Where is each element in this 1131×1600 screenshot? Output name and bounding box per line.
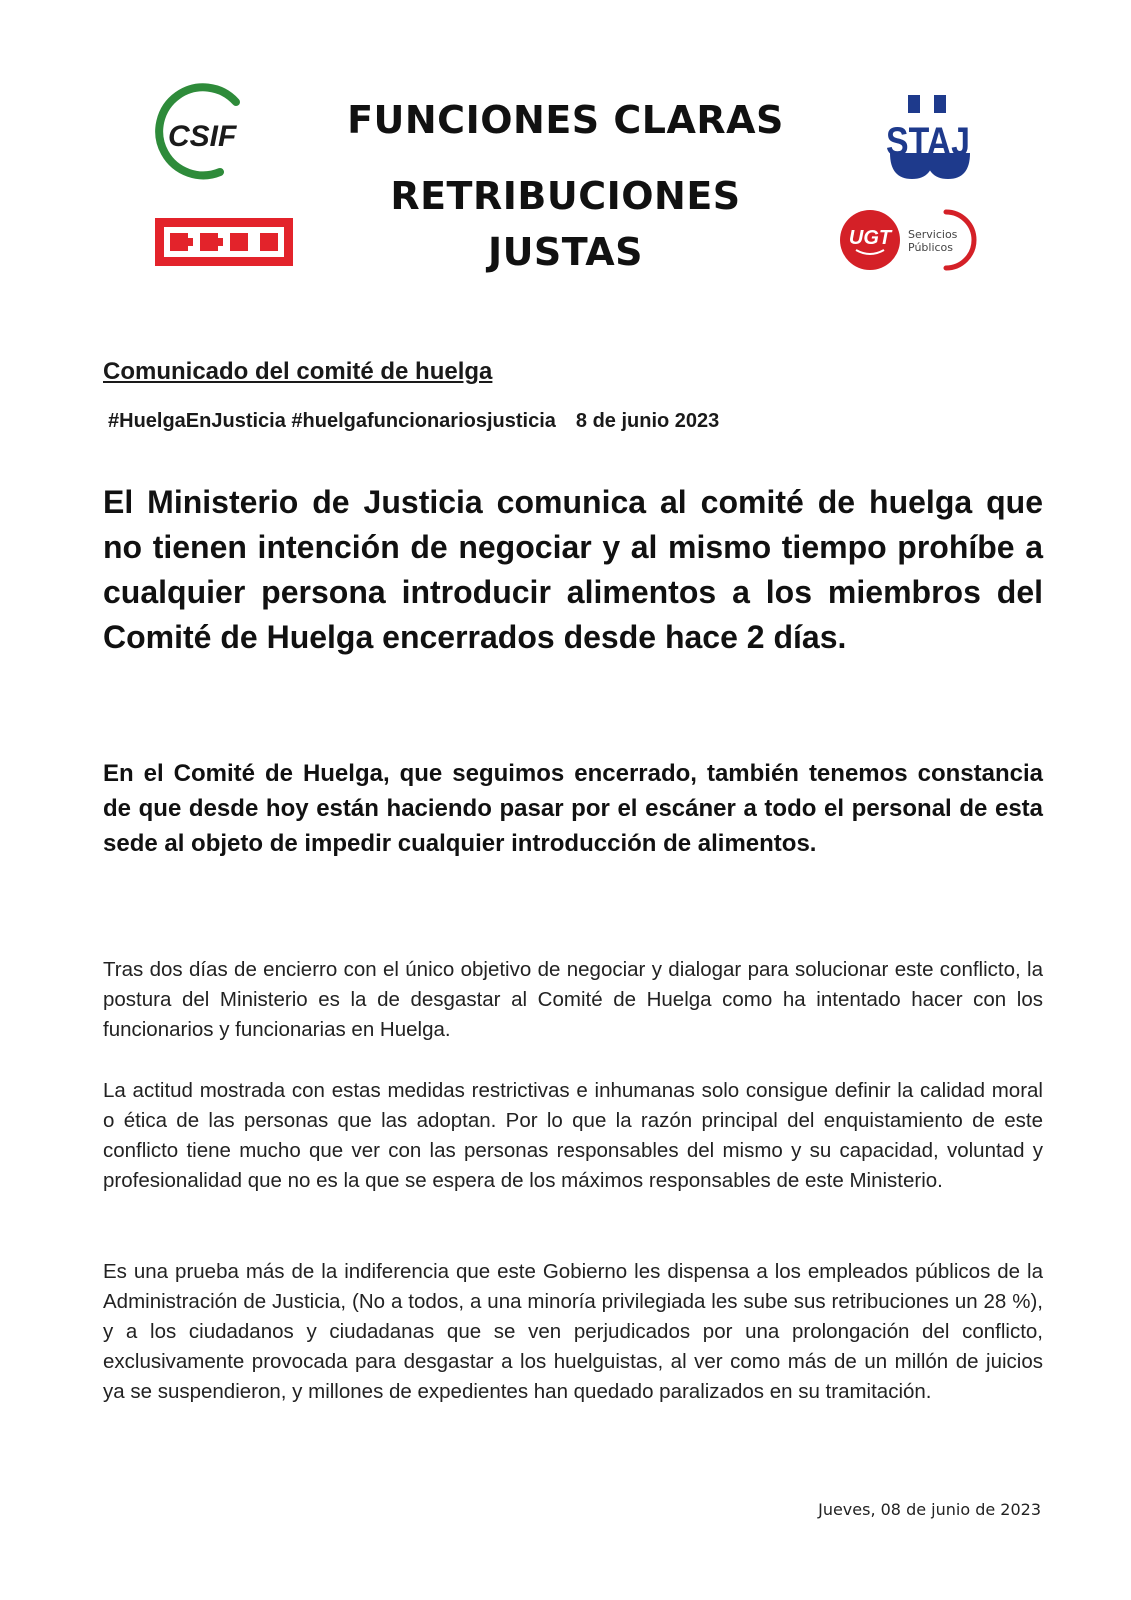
ugt-tagline-line2: Públicos (908, 241, 954, 254)
body-paragraph-2: La actitud mostrada con estas medidas restrictivas e inhumanas solo consigue definir la calidad moral o ética de las personas que las adoptan. Por lo que la razón principal del enquistamiento de este conflicto tiene mucho que ver con las personas responsables del mismo y su capacidad, voluntad y profesionalidad que no es la que se espera de los máximos responsables de este Ministerio. (103, 1079, 1043, 1192)
staj-logo-text: STAJ (886, 120, 970, 164)
hashtag-line (108, 410, 719, 433)
hashtags: #HuelgaEnJusticia #huelgafuncionariosjusticia (108, 410, 556, 432)
title-line-3: JUSTAS (487, 230, 644, 274)
lead-paragraph: El Ministerio de Justicia comunica al comité de huelga que no tienen intención de negociar y al mismo tiempo prohíbe a cualquier persona introducir alimentos a los miembros del Comité de Huelga encerrados desde hace 2 días. (103, 484, 1043, 655)
body-paragraph-1: Tras dos días de encierro con el único objetivo de negociar y dialogar para solucionar este conflicto, la postura del Ministerio es la de desgastar al Comité de Huelga como ha intentado hacer con los funcionarios y funcionarias en Huelga. (103, 958, 1043, 1041)
ugt-logo-text: UGT (848, 227, 892, 249)
document-header (0, 0, 1131, 300)
title-line-2: RETRIBUCIONES (390, 174, 741, 218)
ugt-tagline-line1: Servicios (908, 228, 958, 241)
second-paragraph: En el Comité de Huelga, que seguimos encerrado, también tenemos constancia de que desde hoy están haciendo pasar por el escáner a todo el personal de esta sede al objeto de impedir cualquier introducción de alimentos. (103, 760, 1043, 857)
footer-date: Jueves, 08 de junio de 2023 (818, 1500, 1041, 1519)
body-paragraph-3: Es una prueba más de la indiferencia que este Gobierno les dispensa a los empleados públicos de la Administración de Justicia, (No a todos, a una minoría privilegiada les sube sus retribuciones un 28 %), y a los ciudadanos y ciudadanas que se ven perjudicados por una prolongación del conflicto, exclusivamente provocada para desgastar a los huelguistas, al ver como más de un millón de juicios ya se suspendieron, y millones de expedientes han quedado paralizados en su tramitación. (103, 1260, 1043, 1403)
document-subtitle: Comunicado del comité de huelga (103, 358, 493, 385)
header-date: 8 de junio 2023 (575, 410, 720, 432)
csif-logo-text: CSIF (168, 120, 237, 153)
title-line-1: FUNCIONES CLARAS (347, 98, 784, 142)
